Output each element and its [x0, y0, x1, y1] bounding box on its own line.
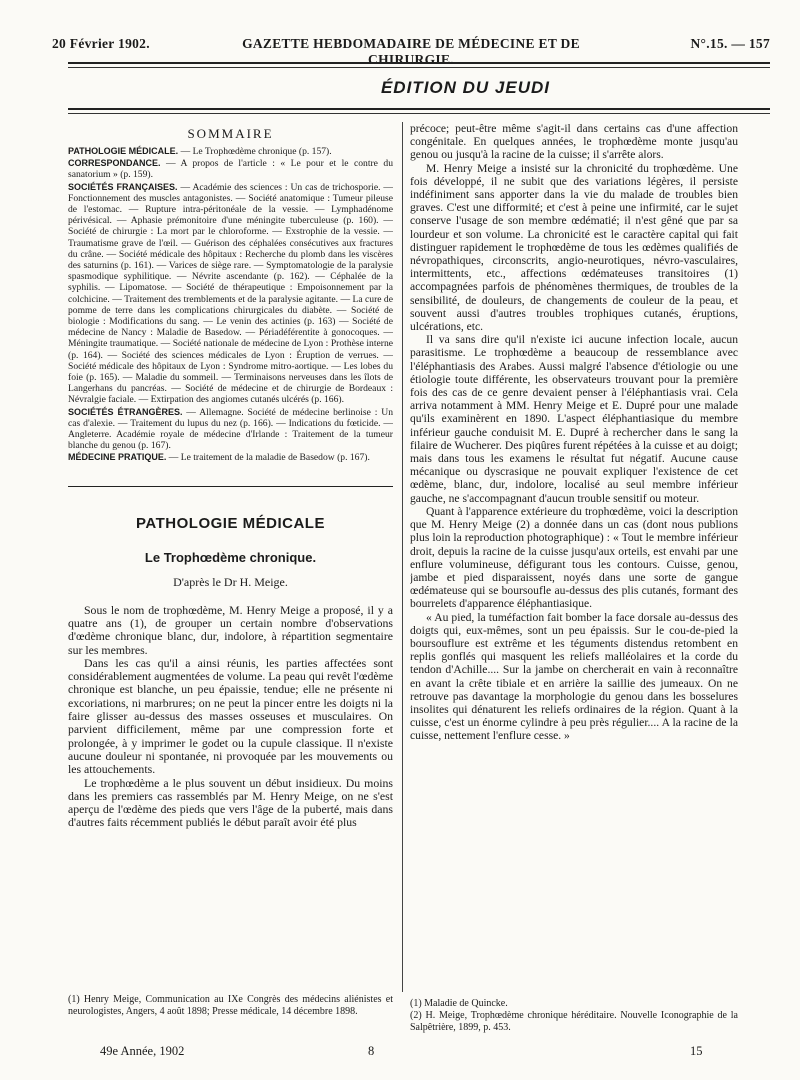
article-byline: D'après le Dr H. Meige.	[173, 574, 288, 589]
sommaire-entry	[68, 182, 393, 406]
sommaire-entry-head: SOCIÉTÉS ÉTRANGÈRES.	[68, 406, 183, 417]
edition-banner: ÉDITION DU JEUDI	[380, 78, 550, 97]
footer-year: 49e Année, 1902	[100, 1044, 185, 1058]
header-journal-title: GAZETTE HEBDOMADAIRE DE MÉDECINE ET DE CHIRURGIE.	[242, 36, 580, 67]
paragraph: Dans les cas qu'il a ainsi réunis, les parties affectées sont considérablement augmentées de volume. La peau qui revêt l'œdème chronique est blanche, un peu épaissie, tendue; elle ne présente ni excoriations, ni marbrures; on ne peut la pincer entre les doigts ni la faire glisser au-dessus des masses osseuses et musculaires. On parvient difficilement, même par une compression forte et prolongée, à y imprimer le godet ou la cupule classique. Il n'existe aucune douleur ni spontanée, ni provoquée par les mouvements ou les attouchements.	[68, 655, 393, 777]
footer-signature: 15	[690, 1044, 703, 1058]
footnote: (1) Henry Meige, Communication au IXe Congrès des médecins aliénistes et neurologistes, Angers, 4 août 1898; Presse médicale, 14 décembre 1898.	[68, 994, 393, 1017]
section-separator	[68, 486, 393, 487]
paragraph: « Au pied, la tuméfaction fait bomber la face dorsale au-dessus des doigts qui, eux-mêmes, sont un peu épaissis. Sur le cou-de-pied la boursouflure est extrême et les téguments distendus retombent en replis gonflés qui masquent les reliefs malléolaires et la corde du tendon d'Achille.... Sur la jambe on chercherait en vain à reconnaître en avant la crête tibiale et en arrière la saillie des jumeaux. On ne retrouve pas davantage la morphologie du genou dans les bosselures insolites qui dénaturent les reliefs ordinaires de la région. Quant à la cuisse, c'est un énorme cylindre à peu près régulier.... A la racine de la cuisse, nettement l'enflure cesse. »	[410, 610, 738, 743]
article-body-left	[68, 604, 393, 830]
right-column	[410, 122, 738, 992]
sommaire-list	[68, 146, 393, 464]
running-header	[52, 36, 770, 67]
column-divider	[402, 122, 403, 992]
sommaire-entry-head: CORRESPONDANCE.	[68, 158, 161, 169]
paragraph: Sous le nom de trophœdème, M. Henry Meige a proposé, il y a quatre ans (1), de grouper un certain nombre d'observations d'œdème chronique blanc, dur, indolore, à répartition segmentaire sur les membres.	[68, 602, 393, 657]
sommaire-entry-head: PATHOLOGIE MÉDICALE.	[68, 146, 179, 156]
left-column	[68, 122, 393, 992]
paragraph: M. Henry Meige a insisté sur la chronicité du trophœdème. Une fois développé, il ne subit que des variations légères, il persiste indéfiniment sans apporter dans la vie du malade de troubles bien graves. C'est une difformité; et c'est à peine une infirmité, car le sujet conserve l'usage de son membre œdématié; il n'est gêné que par sa lourdeur et son volume. La chronicité est le caractère capital qui fait distinguer rapidement le trophœdème de tous les œdèmes qualifiés de névropathiques, circonscrits, angio-neurotiques, névro-vasculaires, intermittents, etc., affections œdémateuses transitoires (1) accompagnées parfois de phénomènes thermiques, de troubles de la sensibilité, de douleurs, de changements de couleur de la peau, et souvent aussi d'autres troubles trophiques cutanés, éruptions, ulcérations, etc.	[410, 161, 738, 334]
footnote: (2) H. Meige, Trophœdème chronique héréditaire. Nouvelle Iconographie de la Salpêtrière, 1899, p. 453.	[410, 1010, 738, 1033]
paragraph: Quant à l'apparence extérieure du trophœdème, voici la description que M. Henry Meige (2) a donnée dans un cas (dont nous publions plus loin la reproduction photographique) : « Tout le membre inférieur droit, depuis la racine de la cuisse jusqu'aux orteils, est envahi par une enflure volumineuse, défigurant tous les contours. Cuisse, genou, jambe et pied disparaissent, noyés dans une sorte de gangue œdémateuse qui se boursoufle au-dessus des plis cutanés, formant des bourrelets d'apparence éléphantiasique.	[410, 504, 738, 611]
sommaire-entry	[68, 158, 393, 180]
sommaire-entry-text: — Le traitement de la maladie de Basedow (p. 167).	[166, 452, 370, 464]
header-issue-page: N°.15. — 157	[690, 36, 770, 51]
sommaire-entry-text: — Académie des sciences : Un cas de trichosporie. — Fonctionnement des muscles antagonistes. — Société anatomique : Tumeur pileuse de l'estomac. — Rupture intra-péritonéale de la vessie. — Lymphadénome périvésical. — Aphasie prémonitoire d'une méningite tuberculeuse (p. 160). — Société de chirurgie : La mort par le chloroforme. — Exstrophie de la vessie. — Traumatisme grave de l'œil. — Guérison des céphalées consécutives aux fractures du crâne. — Société médicale des hôpitaux : Recherche du plomb dans les viscères des saturnins (p. 161). — Varices de siège rare. — Symptomatologie de la paralysie spasmodique syphilitique. — Névrite ascendante (p. 162). — Céphalée de la syphilis. — Lipomatose. — Société de thérapeutique : Empoisonnement par la colchicine. — Traitement des tremblements et de la paralysie agitante. — La cure de pomme de terre dans les complications chirurgicales du diabète. — Société de biologie : Modifications du sang. — Le venin des actinies (p. 163) — Société de médecine de Nancy : Maladie de Basedow. — Périadéférentite à gonocoques. — Méningite traumatique. — Société nationale de médecine de Lyon : Prothèse interne (p. 164). — Société des sciences médicales de Lyon : Éruption de verrues. — Société médicale des hôpitaux de Lyon : Syndrome mitro-aortique. — Les lobes du foie (p. 165). — Maladie du sommeil. — Terminaisons nerveuses dans les îlots de Langerhans du pancréas. — Société de médecine et de chirurgie de Bordeaux : Névralgie faciale. — Extirpation des angiomes cutanés ulcérés (p. 166).	[68, 181, 393, 406]
footnote: (1) Maladie de Quincke.	[410, 998, 508, 1009]
sommaire-entry-head: SOCIÉTÉS FRANÇAISES.	[68, 181, 178, 192]
sommaire-entry-text: — A propos de l'article : « Le pour et le contre du sanatorium » (p. 159).	[68, 158, 393, 181]
sommaire-entry-text: — Le Trophœdème chronique (p. 157).	[178, 146, 332, 157]
article-body-right	[410, 122, 738, 743]
header-rule-thick	[68, 62, 770, 64]
footer-sheet-number: 8	[368, 1044, 375, 1058]
footnotes-left	[68, 994, 393, 1018]
sommaire-entry-head: MÉDECINE PRATIQUE.	[68, 452, 167, 463]
sommaire-title: SOMMAIRE	[187, 126, 274, 141]
header-rule-thin	[68, 67, 770, 68]
paragraph: précoce; peut-être même s'agit-il dans certains cas d'une affection congénitale. En quelques années, le trophœdème monte jusqu'au genou ou jusqu'à la racine de la cuisse; il s'arrête alors.	[410, 122, 738, 162]
sommaire-entry	[68, 407, 393, 452]
article-title: Le Trophœdème chronique.	[144, 549, 317, 565]
edition-rule-thick	[68, 108, 770, 110]
paragraph: Il va sans dire qu'il n'existe ici aucune infection locale, aucun parasitisme. Le trophœdème a beaucoup de ressemblance avec l'éléphantiasis des Arabes. Aussi malgré l'absence d'étiologie ou une étiologie toute différente, les observateurs trouvant pour la première fois des cas de ce genre devaient penser à l'éléphantiasis vrai. Cela arriva notamment à MM. Henry Meige et E. Dupré pour une malade qu'ils examinèrent en 1890. L'aspect éléphantiasique du membre inférieur gauche conduisit M. E. Dupré à rechercher dans le sang la filaire de Wucherer. Des piqûres furent répétées à la cuisse et au doigt; mais dans tous les examens le résultat fut négatif. Aucune cause mécanique ou dyscrasique ne pouvait expliquer l'existence de cet œdème, blanc, dur, indolore, localisé au seul membre inférieur gauche, ne s'accompagnant d'aucun trouble sensitif ou moteur.	[410, 333, 738, 505]
sommaire-entry-text: — Allemagne. Société de médecine berlinoise : Un cas d'alexie. — Traitement du lupus du nez (p. 166). — Indications du fœticide. — Angleterre. Académie royale de médecine d'Irlande : Traitement de la tumeur blanche du genou (p. 167).	[68, 406, 393, 452]
sommaire-entry	[68, 146, 393, 157]
edition-rule-thin	[68, 113, 770, 114]
section-title: PATHOLOGIE MÉDICALE	[136, 514, 325, 532]
footnotes-right	[410, 998, 738, 1034]
paragraph: Le trophœdème a le plus souvent un début insidieux. Du moins dans les premiers cas rassemblés par M. Henry Meige, on ne s'est aperçu de l'œdème des pieds que vers l'âge de la puberté, mais dans d'autres faits récemment publiés le début paraît avoir été plus	[68, 775, 393, 830]
header-date: 20 Février 1902.	[52, 36, 150, 51]
sommaire-entry	[68, 452, 393, 463]
